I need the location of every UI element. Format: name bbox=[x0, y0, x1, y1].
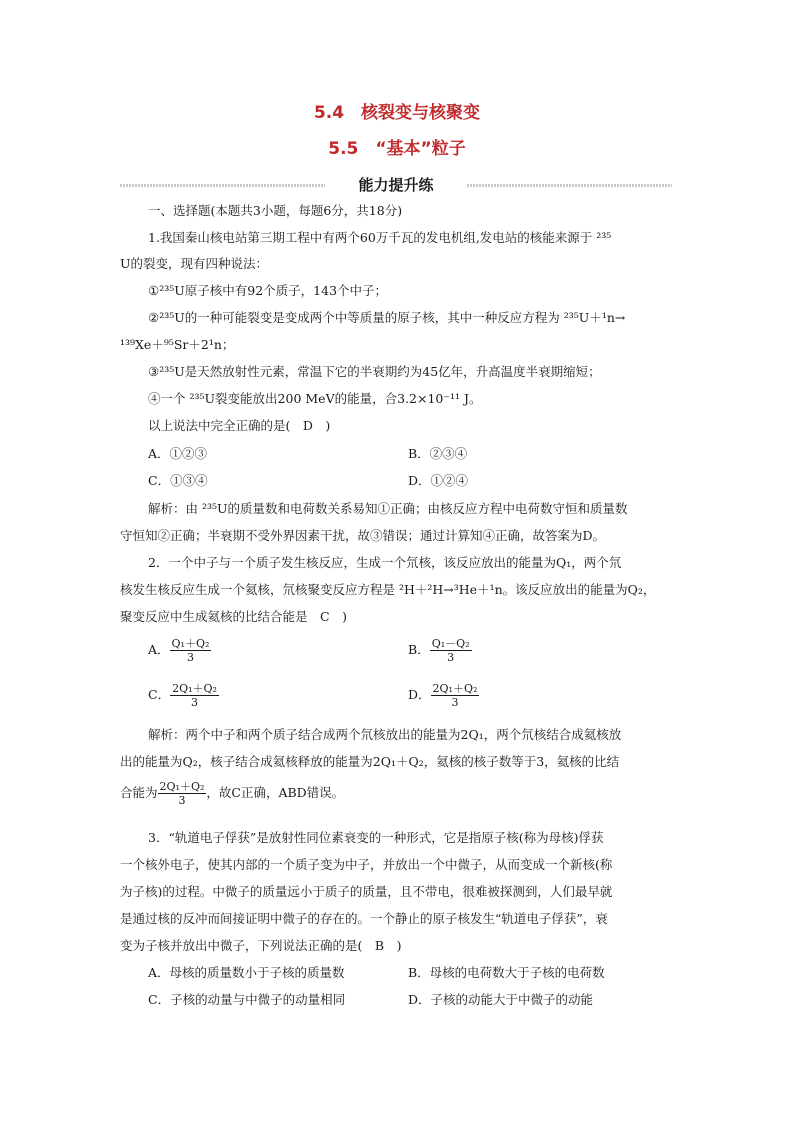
q3-option-a: A．母核的质量数小于子核的质量数 bbox=[148, 965, 345, 980]
q2-option-c-fraction bbox=[170, 682, 219, 709]
q2-option-a bbox=[148, 637, 211, 664]
section-divider-right bbox=[467, 184, 672, 187]
q2-explanation-numerator: 2Q₁＋Q₂ bbox=[159, 780, 205, 793]
section-title: 能力提升练 bbox=[358, 176, 434, 194]
section-header bbox=[120, 176, 672, 194]
q1-explanation-line1: 解析：由 ²³⁵U的质量数和电荷数关系易知①正确；由核反应方程中电荷数守恒和质量数 bbox=[148, 501, 628, 516]
q2-explanation-prefix: 合能为 bbox=[120, 785, 158, 800]
q2-option-c-label: C． bbox=[148, 687, 171, 702]
chapter-title-5-4: 5.4 核裂变与核聚变 bbox=[313, 103, 481, 123]
q2-option-d-denominator: 3 bbox=[451, 696, 459, 709]
q1-stem-line1: 1.我国秦山核电站第三期工程中有两个60万千瓦的发电机组,发电站的核能来源于 ²³⁵ bbox=[148, 230, 612, 245]
q1-statement-2b: ¹³⁹Xe＋⁹⁵Sr＋2¹n； bbox=[120, 337, 235, 352]
q2-option-b-numerator: Q₁－Q₂ bbox=[431, 637, 470, 650]
q3-option-b: B．母核的电荷数大于子核的电荷数 bbox=[408, 965, 605, 980]
q1-stem-line2: U的裂变，现有四种说法： bbox=[120, 256, 269, 271]
q3-stem-line4: 是通过核的反冲而间接证明中微子的存在的。一个静止的原子核发生“轨道电子俘获”，衰 bbox=[120, 911, 608, 926]
q1-statement-4: ④一个 ²³⁵U裂变能放出200 MeV的能量，合3.2×10⁻¹¹ J。 bbox=[148, 391, 482, 406]
q3-option-d: D．子核的动能大于中微子的动能 bbox=[408, 992, 594, 1007]
q2-option-d-numerator: 2Q₁＋Q₂ bbox=[432, 682, 478, 695]
q3-stem-line5: 变为子核并放出中微子，下列说法正确的是( B ) bbox=[120, 938, 402, 953]
q2-option-a-denominator: 3 bbox=[186, 651, 194, 664]
q2-stem-line3: 聚变反应中生成氦核的比结合能是 C ) bbox=[120, 609, 347, 624]
q2-option-d bbox=[408, 682, 479, 709]
q2-option-a-fraction bbox=[170, 637, 212, 664]
q2-option-b-denominator: 3 bbox=[447, 651, 455, 664]
q1-option-b: B．②③④ bbox=[408, 446, 468, 461]
q2-option-d-label: D． bbox=[408, 687, 431, 702]
q2-option-b-fraction bbox=[430, 637, 472, 664]
q1-question: 以上说法中完全正确的是( D ) bbox=[148, 418, 331, 433]
q2-explanation-denominator: 3 bbox=[178, 794, 186, 807]
q1-explanation-line2: 守恒知②正确；半衰期不受外界因素干扰，故③错误；通过计算知④正确，故答案为D。 bbox=[120, 528, 606, 543]
section-intro: 一、选择题(本题共3小题，每题6分，共18分) bbox=[148, 203, 403, 218]
q1-option-a: A．①②③ bbox=[148, 446, 208, 461]
q2-option-b-label: B． bbox=[408, 642, 430, 657]
q2-option-c-numerator: 2Q₁＋Q₂ bbox=[172, 682, 217, 695]
q2-stem-line1: 2．一个中子与一个质子发生核反应，生成一个氘核，该反应放出的能量为Q₁，两个氘 bbox=[148, 555, 622, 570]
q1-statement-3: ③²³⁵U是天然放射性元素，常温下它的半衰期约为45亿年，升高温度半衰期缩短； bbox=[148, 364, 601, 379]
q2-explanation-line2: 出的能量为Q₂，核子结合成氦核释放的能量为2Q₁＋Q₂，氦核的核子数等于3，氦核的比结 bbox=[120, 754, 620, 769]
q1-option-d: D．①②④ bbox=[408, 473, 469, 488]
q2-option-d-fraction bbox=[431, 682, 480, 709]
q1-statement-2a: ②²³⁵U的一种可能裂变是变成两个中等质量的原子核，其中一种反应方程为 ²³⁵U＋¹n→ bbox=[148, 310, 626, 325]
q2-option-a-numerator: Q₁＋Q₂ bbox=[171, 637, 210, 650]
q1-statement-1: ①²³⁵U原子核中有92个质子，143个中子； bbox=[148, 283, 388, 298]
q2-option-c bbox=[148, 682, 219, 709]
q3-stem-line3: 为子核)的过程。中微子的质量远小于质子的质量，且不带电，很难被探测到，人们最早就 bbox=[120, 884, 613, 899]
q3-stem-line2: 一个核外电子，使其内部的一个质子变为中子，并放出一个中微子，从而变成一个新核(称 bbox=[120, 857, 613, 872]
q2-option-c-denominator: 3 bbox=[191, 696, 198, 709]
q2-option-a-label: A． bbox=[148, 642, 170, 657]
q2-explanation-suffix: ，故C正确，ABD错误。 bbox=[206, 785, 345, 800]
q2-explanation-fraction bbox=[158, 780, 207, 807]
q3-option-c: C．子核的动量与中微子的动量相同 bbox=[148, 992, 346, 1007]
q3-stem-line1: 3．“轨道电子俘获”是放射性同位素衰变的一种形式，它是指原子核(称为母核)俘获 bbox=[148, 830, 604, 845]
q2-explanation-line1: 解析：两个中子和两个质子结合成两个氘核放出的能量为2Q₁，两个氘核结合成氦核放 bbox=[148, 727, 622, 742]
chapter-title-5-5: 5.5 “基本”粒子 bbox=[328, 139, 466, 159]
q1-option-c: C．①③④ bbox=[148, 473, 208, 488]
q2-stem-line2: 核发生核反应生成一个氦核，氘核聚变反应方程是 ²H＋²H→³He＋¹n。该反应放出的能量为Q₂， bbox=[120, 582, 656, 597]
q2-explanation-line3 bbox=[120, 780, 344, 807]
q2-option-b bbox=[408, 637, 472, 664]
